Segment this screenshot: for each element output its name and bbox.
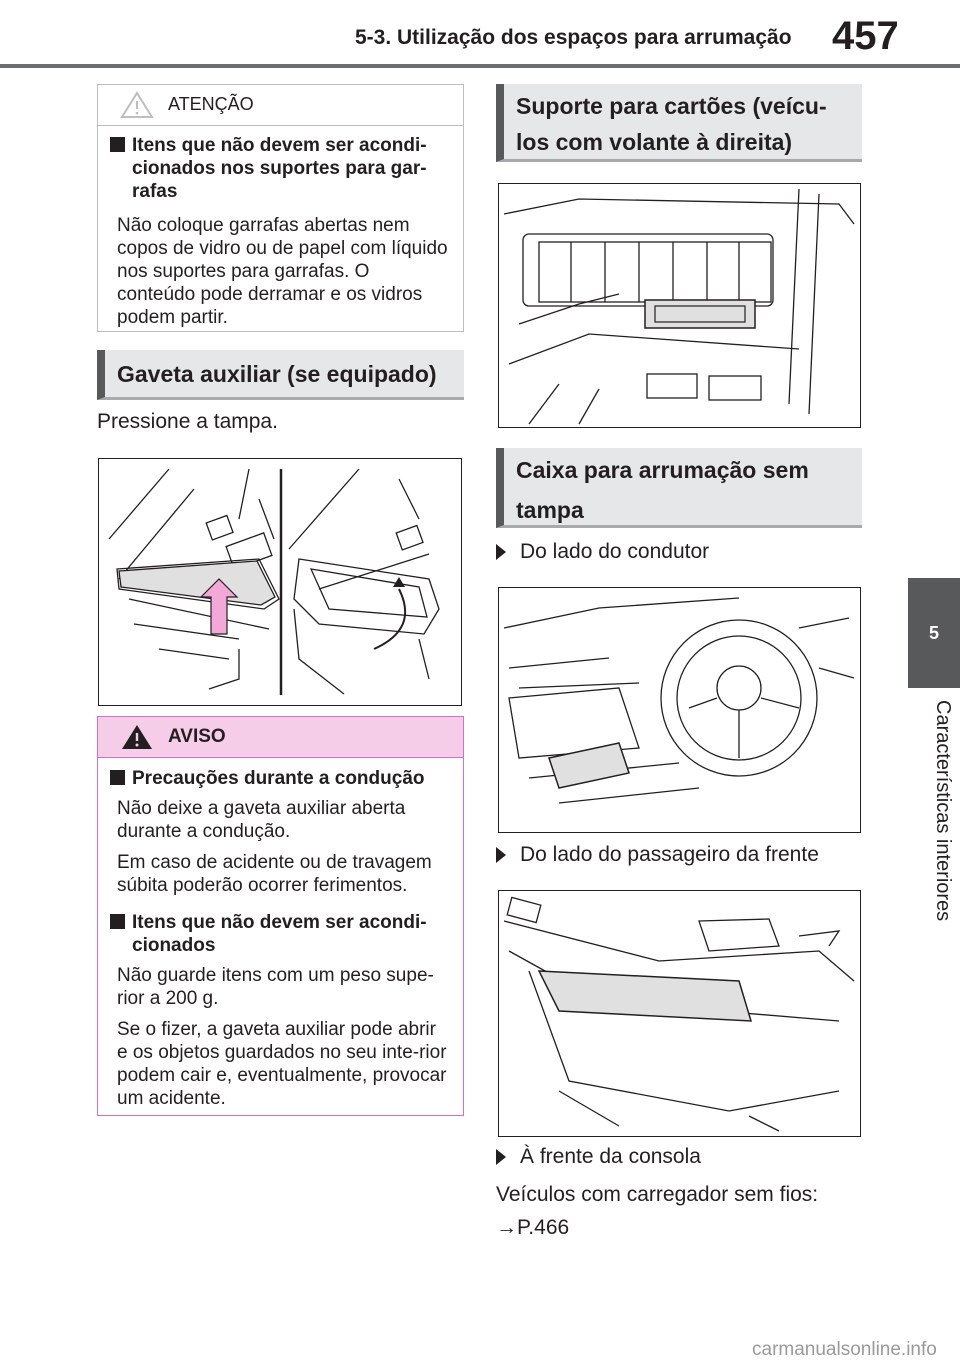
page-number: 457 xyxy=(832,14,899,58)
section-heading-open-tray: Caixa para arrumação sem tampa xyxy=(496,448,862,528)
console-front-bullet xyxy=(496,1145,701,1169)
triangle-bullet-icon xyxy=(496,544,506,560)
caution-box-title: AVISO xyxy=(168,726,226,748)
page-reference-link[interactable]: →P.466 xyxy=(496,1216,570,1239)
triangle-bullet-icon xyxy=(496,847,506,863)
caution-item1-heading xyxy=(110,767,451,790)
chapter-label: Características interiores xyxy=(932,700,954,922)
chapter-tab xyxy=(908,578,960,688)
caution-item1-para2: Em caso de acidente ou de travagem súbita poderão ocorrer ferimentos. xyxy=(117,851,432,896)
glove-box-figure xyxy=(98,458,462,706)
driver-side-bullet xyxy=(496,540,709,564)
square-bullet-icon xyxy=(110,914,125,929)
caution-item1-heading-text: Precauções durante a condução xyxy=(132,768,425,789)
passenger-side-bullet xyxy=(496,843,819,867)
passenger-side-figure xyxy=(498,890,861,1137)
attention-box xyxy=(97,84,464,332)
console-front-text: À frente da consola xyxy=(520,1145,701,1168)
header-rule xyxy=(0,64,960,68)
warning-outline-icon xyxy=(120,91,154,119)
section-heading-card-holder: Suporte para cartões (veícu-los com volante à direita) xyxy=(496,84,862,162)
press-lid-text: Pressione a tampa. xyxy=(97,410,278,433)
attention-box-header xyxy=(98,85,463,126)
caution-item2-para2: Se o fizer, a gaveta auxiliar pode abrir e os objetos guardados no seu inte-rior podem cair e, eventualmente, provocar um acidente. xyxy=(117,1018,447,1110)
triangle-bullet-icon xyxy=(496,1149,506,1165)
caution-item1-para1: Não deixe a gaveta auxiliar aberta durante a condução. xyxy=(117,798,406,843)
attention-paragraph: Não coloque garrafas abertas nem copos de vidro ou de papel com líquido nos suportes para garrafas. O conteúdo pode derramar e os vidros podem partir. xyxy=(117,214,448,329)
caution-item2-para1: Não guarde itens com um peso supe-rior a 200 g. xyxy=(117,965,434,1010)
square-bullet-icon xyxy=(110,137,125,152)
driver-side-text: Do lado do condutor xyxy=(520,540,710,563)
caution-item2-heading-text: Itens que não devem ser acondi-cionados xyxy=(132,911,427,957)
chapter-number: 5 xyxy=(928,622,939,643)
caution-item2-heading xyxy=(110,911,451,957)
section-heading-glove-box: Gaveta auxiliar (se equipado) xyxy=(97,350,464,400)
square-bullet-icon xyxy=(110,770,125,785)
caution-box-header xyxy=(98,717,463,758)
running-header-title: 5-3. Utilização dos espaços para arrumação xyxy=(355,26,792,49)
attention-item-heading-text: Itens que não devem ser acondi-cionados nos suportes para gar-rafas xyxy=(132,135,427,203)
passenger-side-text: Do lado do passageiro da frente xyxy=(520,843,819,866)
driver-side-figure xyxy=(498,587,861,833)
attention-box-title: ATENÇÃO xyxy=(168,94,254,115)
warning-triangle-icon xyxy=(120,723,154,751)
card-holder-figure xyxy=(498,183,861,428)
caution-box xyxy=(97,716,464,1116)
attention-item-heading xyxy=(110,134,451,204)
watermark: carmanualsonline.info xyxy=(752,1339,937,1360)
wireless-charger-text: Veículos com carregador sem fios: xyxy=(496,1183,819,1206)
